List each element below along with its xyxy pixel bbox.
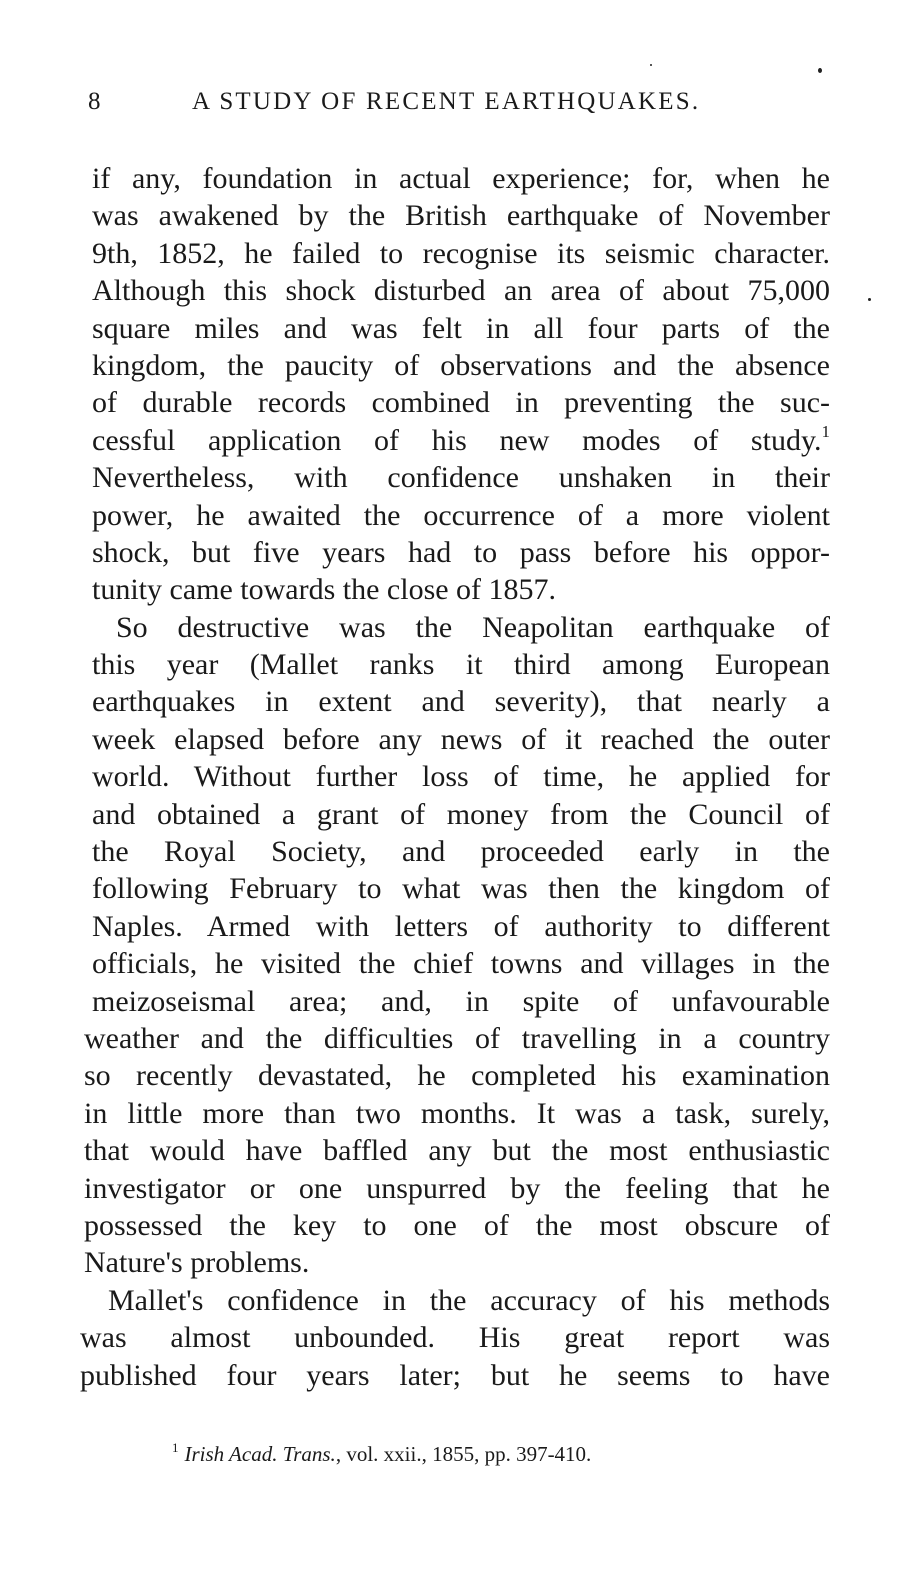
- footnote-reference: 1: [821, 421, 830, 441]
- text-line: cessful application of his new modes of study.: [92, 423, 822, 457]
- footnote-details: , vol. xxii., 1855, pp. 397-410.: [335, 1442, 592, 1466]
- text-line: Although this shock disturbed an area of about 75,000: [92, 274, 830, 308]
- text-line: investigator or one unspurred by the feeling that he: [84, 1171, 830, 1205]
- text-line: this year (Mallet ranks it third among European: [92, 648, 830, 682]
- text-line: following February to what was then the kingdom of: [92, 872, 830, 906]
- text-line: kingdom, the paucity of observations and the absence: [92, 348, 830, 382]
- text-line: world. Without further loss of time, he applied for: [92, 760, 830, 794]
- text-line: was awakened by the British earthquake of November: [92, 199, 830, 233]
- text-line: square miles and was felt in all four parts of the: [92, 311, 830, 345]
- text-line: published four years later; but he seems to have: [80, 1358, 830, 1392]
- text-line-with-footnote-ref: [92, 422, 830, 459]
- text-line: possessed the key to one of the most obscure of: [84, 1208, 830, 1242]
- footnote: [172, 1440, 591, 1467]
- text-line: of durable records combined in preventing the suc-: [92, 386, 830, 420]
- text-line: was almost unbounded. His great report was: [80, 1321, 830, 1355]
- text-line: and obtained a grant of money from the Council of: [92, 797, 830, 831]
- text-line: meizoseismal area; and, in spite of unfavourable: [92, 984, 830, 1018]
- print-speck: [818, 68, 822, 73]
- paragraph-start-line: Mallet's confidence in the accuracy of his methods: [108, 1283, 830, 1317]
- text-line: so recently devastated, he completed his examination: [84, 1059, 830, 1093]
- text-line: weather and the difficulties of travelling in a country: [84, 1021, 830, 1055]
- text-line: the Royal Society, and proceeded early in the: [92, 835, 830, 869]
- text-line: in little more than two months. It was a task, surely,: [84, 1096, 830, 1130]
- running-title: A STUDY OF RECENT EARTHQUAKES.: [192, 88, 701, 115]
- text-line: tunity came towards the close of 1857.: [92, 573, 557, 607]
- text-line: Nature's problems.: [84, 1246, 310, 1280]
- text-line: week elapsed before any news of it reached the outer: [92, 722, 830, 756]
- body-text: [80, 160, 830, 1394]
- text-line: that would have baffled any but the most enthusiastic: [84, 1134, 830, 1168]
- footnote-source: Irish Acad. Trans.: [184, 1442, 336, 1466]
- text-line: officials, he visited the chief towns and villages in the: [92, 947, 830, 981]
- text-line: if any, foundation in actual experience; for, when he: [92, 162, 830, 195]
- print-speck: [650, 64, 652, 66]
- text-line: Naples. Armed with letters of authority to different: [92, 909, 830, 943]
- page-number: 8: [88, 88, 101, 115]
- paragraph-start-line: So destructive was the Neapolitan earthquake of: [116, 610, 830, 644]
- page-header: [88, 88, 828, 128]
- text-line: power, he awaited the occurrence of a more violent: [92, 498, 830, 532]
- footnote-mark: 1: [172, 1440, 179, 1455]
- text-line: earthquakes in extent and severity), that nearly a: [92, 685, 830, 719]
- text-line: Nevertheless, with confidence unshaken in their: [92, 461, 830, 495]
- print-speck: [868, 298, 871, 301]
- text-line: 9th, 1852, he failed to recognise its seismic character.: [92, 236, 830, 270]
- text-line: shock, but five years had to pass before his oppor-: [92, 535, 830, 569]
